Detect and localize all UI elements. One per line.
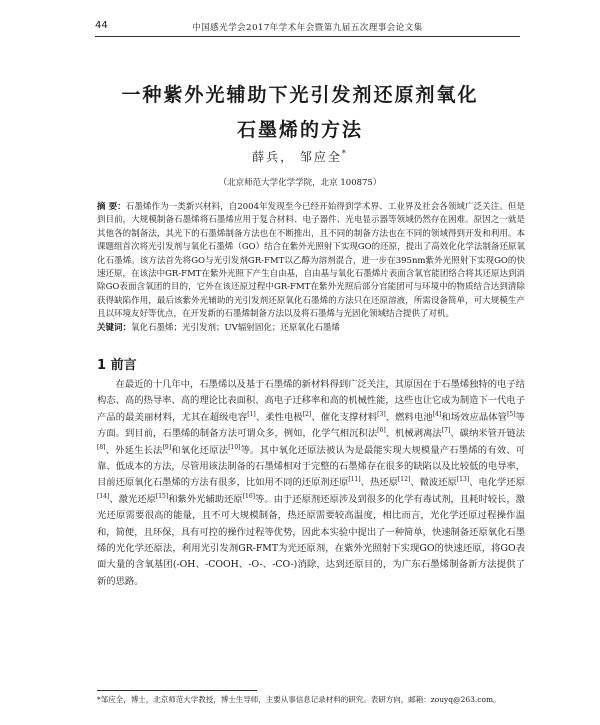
citation-ref: [12] bbox=[397, 476, 411, 484]
footnote-divider bbox=[97, 690, 257, 691]
citation-ref: [4] bbox=[432, 410, 442, 418]
body-text-run: 等。由于还原剂还原涉及到很多的化学有毒试剂，且耗时较长，激光还原需要很高的能量，且不可大规模制备，热还原需要较高温度，相比而言，光化学还原过程操作温和，简便，且环保，具有可控的操作过程等优势，因此本实验中提出了一种简单，快速制备还原氧化石墨烯的光化学还原法，利用光引发剂GR-FMT为光还原剂，在紫外光照射下实现GO的快速还原，将GO表面大量的含氧基团(-OH、-COOH、-O-、-CO-)消除，达到还原目的，为广东石墨烯制备新方法提供了新的思路。 bbox=[97, 493, 525, 587]
citation-ref: [3] bbox=[377, 410, 386, 418]
section-heading-introduction: 1 前言 bbox=[97, 358, 137, 373]
body-text-run: 和氧化还原法 bbox=[171, 444, 229, 456]
citation-ref: [15] bbox=[155, 492, 169, 500]
citation-ref: [5] bbox=[507, 410, 516, 418]
body-text-run: 、热还原 bbox=[360, 477, 398, 489]
citation-ref: [2] bbox=[302, 410, 312, 418]
body-text-run: 等。其中氧化还原法被认为是最能实现大规模量产石墨烯的有效、可靠、低成本的方法，尽管用该法制备的石墨烯相对于完整的石墨烯存在很多的缺陷以及比较低的电导率，目前还原氧化石墨烯的方法有很多，比如用不同的还原剂还原 bbox=[97, 444, 525, 489]
paper-title-line-2: 石墨烯的方法 bbox=[236, 119, 363, 141]
citation-ref: [13] bbox=[456, 476, 470, 484]
introduction-paragraph bbox=[97, 377, 525, 590]
page-header bbox=[95, 20, 520, 37]
body-text-run: 、电化学还原 bbox=[469, 477, 525, 489]
citation-ref: [16] bbox=[242, 492, 256, 500]
page-number: 44 bbox=[95, 20, 108, 31]
abstract-text: 石墨烯作为一类新兴材料，自2004年发现至今已经开始得到学术界、工业界及社会各领域广泛关注。但是到目前，大规模制备石墨烯将石墨烯应用于复合材料、电子器件、光电显示器等领域仍然存在困难。原因之一就是其他各的制备法，其光下的石墨烯制备方法也在不断推出，且不同的制备方法也在不同的领域得到开发和利用。本课题组首次将光引发剂与氧化石墨烯（GO）结合在紫外光照射下实现GO的还原，提出了高效化化学法制备还原氧化石墨烯。该方法首先将GO与光引发剂GR-FMT以乙醇为溶剂混合，进一步在395nm紫外光照射下实现GO的快速还原，在该法中GR-FMT在紫外光照下产生自由基，自由基与氧化石墨烯片表面含氧官能团络合将其还原达到消除GO表面含氧团的目的，它外在该还原过程中GR-FMT在紫外光照后部分官能团可与环境中的物质结合达到清除获得缺陷作用，最后该紫外光辅助的光引发剂还原氧化石墨烯的方法只在还原溶液，所需设备简单，可大规模生产且以环境友好等优点，在开发新的石墨烯制备方法以及将石墨烯与光固化领域结合提供了对机。 bbox=[97, 202, 525, 320]
body-text-run: 、燃料电池 bbox=[385, 411, 433, 423]
corresponding-author-mark: * bbox=[341, 149, 348, 158]
citation-ref: [6] bbox=[377, 427, 386, 435]
body-text-run: 、外延生长法 bbox=[105, 444, 163, 456]
paper-title-line-1: 一种紫外光辅助下光引发剂还原剂氧化 bbox=[121, 84, 479, 106]
keywords-text: 氧化石墨烯；光引发剂；UV辐射固化；还原氧化石墨烯 bbox=[131, 323, 340, 333]
citation-ref: [9] bbox=[162, 443, 172, 451]
body-text-run: 、微波还原 bbox=[410, 477, 457, 489]
abstract bbox=[97, 201, 525, 322]
citation-ref: [1] bbox=[247, 410, 256, 418]
body-text-run: 和场效应晶体管 bbox=[441, 411, 508, 423]
citation-ref: [14] bbox=[97, 492, 110, 500]
citation-ref: [8] bbox=[97, 443, 106, 451]
author-names: 薛兵， 邹应全 bbox=[252, 150, 342, 164]
keywords-label: 关键词： bbox=[97, 323, 132, 333]
body-text-run: 在最近的十几年中，石墨烯以及基于石墨烯的新材料得到广泛关注，其原因在于石墨烯独特的电子结构态、高的热导率、高的理论比表面积、高电子迁移率和高的机械性能，这些也让它成为制造下一代电子产品的最美丽材料，尤其在超级电容 bbox=[97, 379, 525, 423]
body-text-run: 、机械剥离法 bbox=[385, 428, 442, 440]
abstract-label: 摘 要： bbox=[97, 202, 126, 212]
citation-ref: [10] bbox=[228, 443, 241, 451]
affiliation: （北京师范大学化学学院，北京 100875） bbox=[218, 178, 382, 188]
keywords bbox=[97, 322, 525, 335]
body-text-run: 和紫外光辅助还原 bbox=[168, 493, 243, 505]
citation-ref: [7] bbox=[441, 427, 451, 435]
citation-ref: [11] bbox=[348, 476, 361, 484]
body-text-run: 、柔性电极 bbox=[255, 411, 303, 423]
body-text-run: 、催化支撑材料 bbox=[311, 411, 378, 423]
authors bbox=[0, 148, 600, 165]
running-title: 中国感光学会2017年学术年会暨第九届五次理事会论文集 bbox=[192, 23, 423, 33]
body-text-run: 等方面。到目前，石墨烯的制备方法可谓众多，例如，化学气相沉积法 bbox=[97, 411, 525, 440]
body-text-run: 、碳纳米管开链法 bbox=[450, 428, 525, 440]
footnote: *邹应全，博士，北京师范大学教授，博士生导师，主要从事信息记录材料的研究。表研方向，邮箱：zouyq@263.com。 bbox=[97, 695, 501, 704]
body-text-run: 、激光还原 bbox=[109, 493, 156, 505]
